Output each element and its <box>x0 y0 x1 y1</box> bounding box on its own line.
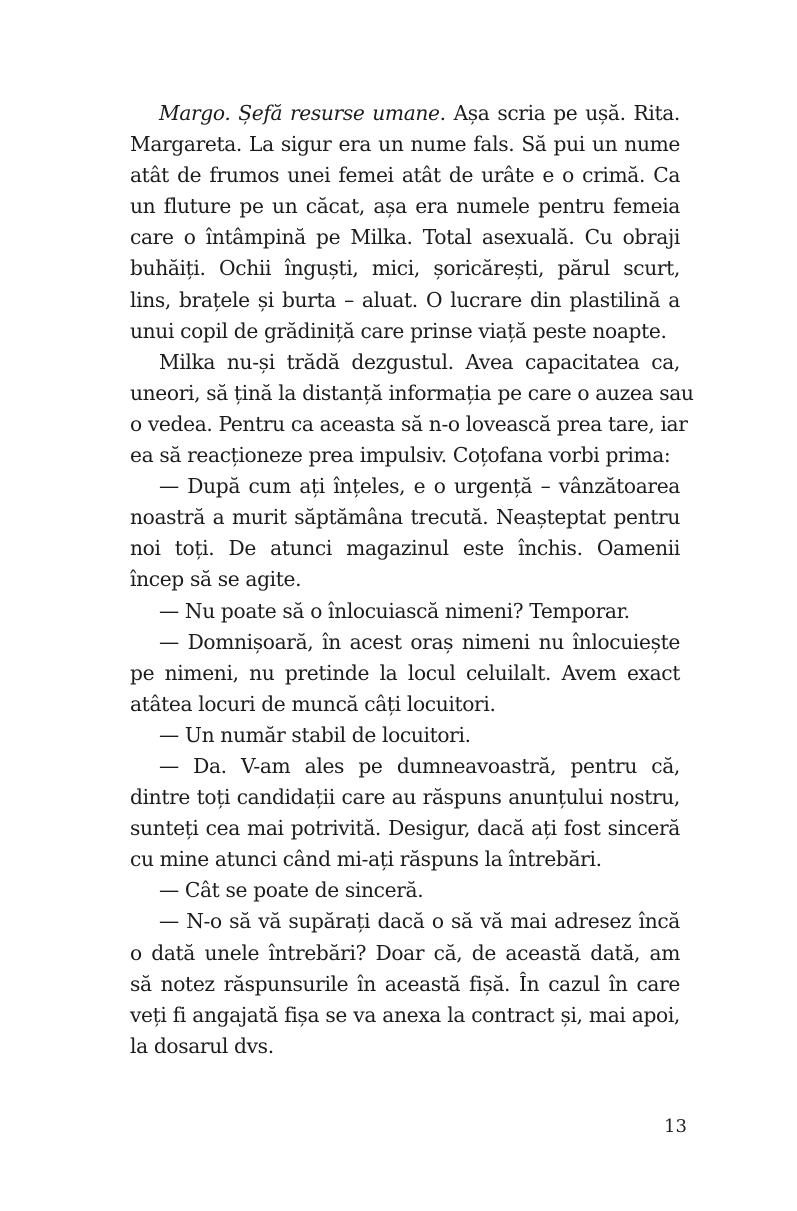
text-line: pe nimeni, nu pretinde la locul celuilalt. Avem exact <box>130 660 680 685</box>
text-line: atât de frumos unei femei atât de urâte e o crimă. Ca <box>130 163 680 188</box>
text-line: — Da. V-am ales pe dumneavoastră, pentru că, <box>159 753 680 778</box>
text-line: unui copil de grădiniță care prinse viață peste noapte. <box>130 318 667 343</box>
text-line: un fluture pe un căcat, așa era numele pentru femeia <box>130 194 680 219</box>
text-line: — Domnișoară, în acest oraș nimeni nu înlocuiește <box>159 629 680 654</box>
text-line: Margo. Șefă resurse umane. Așa scria pe ușă. Rita. <box>159 101 680 125</box>
text-line: încep să se agite. <box>130 567 302 592</box>
dialogue-paragraph <box>130 627 680 720</box>
text-line: ea să reacționeze prea impulsiv. Coțofana vorbi prima: <box>130 443 671 468</box>
text-line: cu mine atunci când mi-ați răspuns la întrebări. <box>130 847 602 872</box>
text-line: uneori, să țină la distanță informația pe care o auzea sau <box>130 380 694 405</box>
dialogue-paragraph <box>130 596 680 627</box>
text-line: — Cât se poate de sinceră. <box>159 878 424 903</box>
paragraph <box>130 98 680 347</box>
dialogue-paragraph <box>130 720 680 751</box>
text-line: noi toți. De atunci magazinul este închis. Oamenii <box>130 536 680 561</box>
text-line: care o întâmpină pe Milka. Total asexuală. Cu obraji <box>130 225 680 250</box>
text-line: veți fi angajată fișa se va anexa la contract și, mai apoi, <box>130 1002 680 1027</box>
dialogue-paragraph <box>130 906 680 1061</box>
text-line: noastră a murit săptămâna trecută. Neașteptat pentru <box>130 505 680 530</box>
text-line: atâtea locuri de muncă câți locuitori. <box>130 691 496 716</box>
text-line: să notez răspunsurile în această fișă. În cazul în care <box>130 971 680 996</box>
text-line: — Nu poate să o înlocuiască nimeni? Temporar. <box>159 598 630 623</box>
text-line: lins, brațele și burta – aluat. O lucrare din plastilină a <box>130 287 680 312</box>
text-line: sunteți cea mai potrivită. Desigur, dacă ați fost sinceră <box>130 816 680 841</box>
text-line: buhăiți. Ochii înguști, mici, șoricărești, părul scurt, <box>130 256 680 281</box>
book-page-body <box>130 98 694 1062</box>
dialogue-paragraph <box>130 471 680 595</box>
page-number: 13 <box>664 1116 687 1137</box>
text-line: la dosarul dvs. <box>130 1033 274 1058</box>
italic-sign-text: Margo. Șefă resurse umane <box>159 101 440 125</box>
paragraph <box>130 347 694 471</box>
text-line: dintre toți candidații care au răspuns anunțului nostru, <box>130 785 680 810</box>
text-line: o vedea. Pentru ca aceasta să n-o lovească prea tare, iar <box>130 411 688 436</box>
text-line: Milka nu-și trădă dezgustul. Avea capacitatea ca, <box>159 349 680 374</box>
dialogue-paragraph <box>130 751 680 875</box>
text-line: Margareta. La sigur era un nume fals. Să pui un nume <box>130 132 680 157</box>
text-line: o dată unele întrebări? Doar că, de această dată, am <box>130 940 680 965</box>
dialogue-paragraph <box>130 875 680 906</box>
text-line: — Un număr stabil de locuitori. <box>159 722 471 747</box>
text-line: — După cum ați înțeles, e o urgență – vânzătoarea <box>159 474 680 499</box>
text-line: — N-o să vă supărați dacă o să vă mai adresez încă <box>159 909 680 934</box>
